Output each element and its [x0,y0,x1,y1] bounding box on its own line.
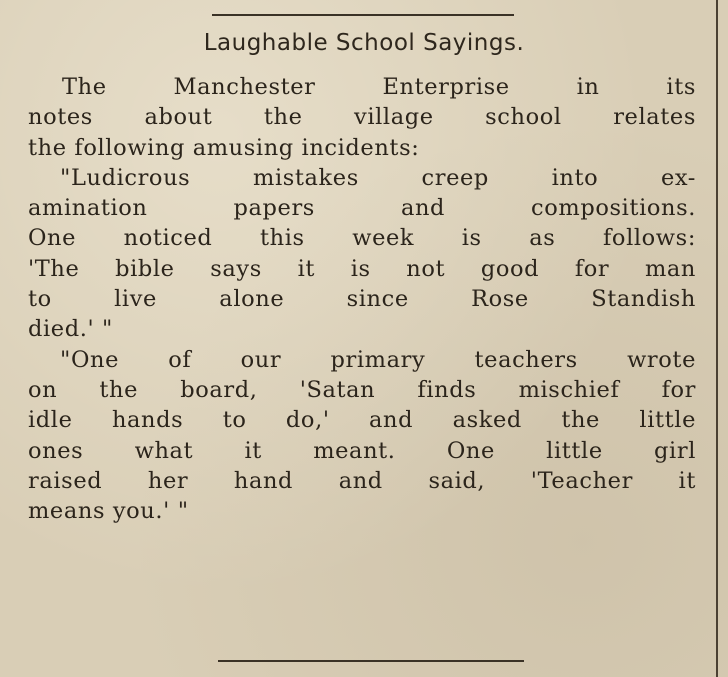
article-line: amination papers and compositions. [28,195,696,222]
article-line: idle hands to do,' and asked the little [28,407,696,434]
article-line: The Manchester Enterprise in its [62,74,696,100]
article-line: raised her hand and said, 'Teacher it [28,467,696,494]
article-line: "One of our primary teachers wrote [60,346,696,373]
column-divider [716,0,718,677]
top-rule [212,14,514,16]
article-line: means you.' " [28,498,189,525]
article-body [28,72,696,526]
article-line: 'The bible says it is not good for man [28,255,696,282]
article-line: the following amusing incidents: [28,134,420,161]
article-line: ones what it meant. One little girl [28,437,696,464]
article-line: on the board, 'Satan finds mischief for [28,376,696,403]
bottom-rule [218,660,524,662]
article-line: notes about the village school relates [28,104,696,131]
article-line: One noticed this week is as follows: [28,225,696,252]
article-line: to live alone since Rose Standish [28,286,696,313]
article-line: died.' " [28,316,113,343]
article-headline: Laughable School Sayings. [203,30,525,56]
article-line: "Ludicrous mistakes creep into ex- [60,164,696,191]
